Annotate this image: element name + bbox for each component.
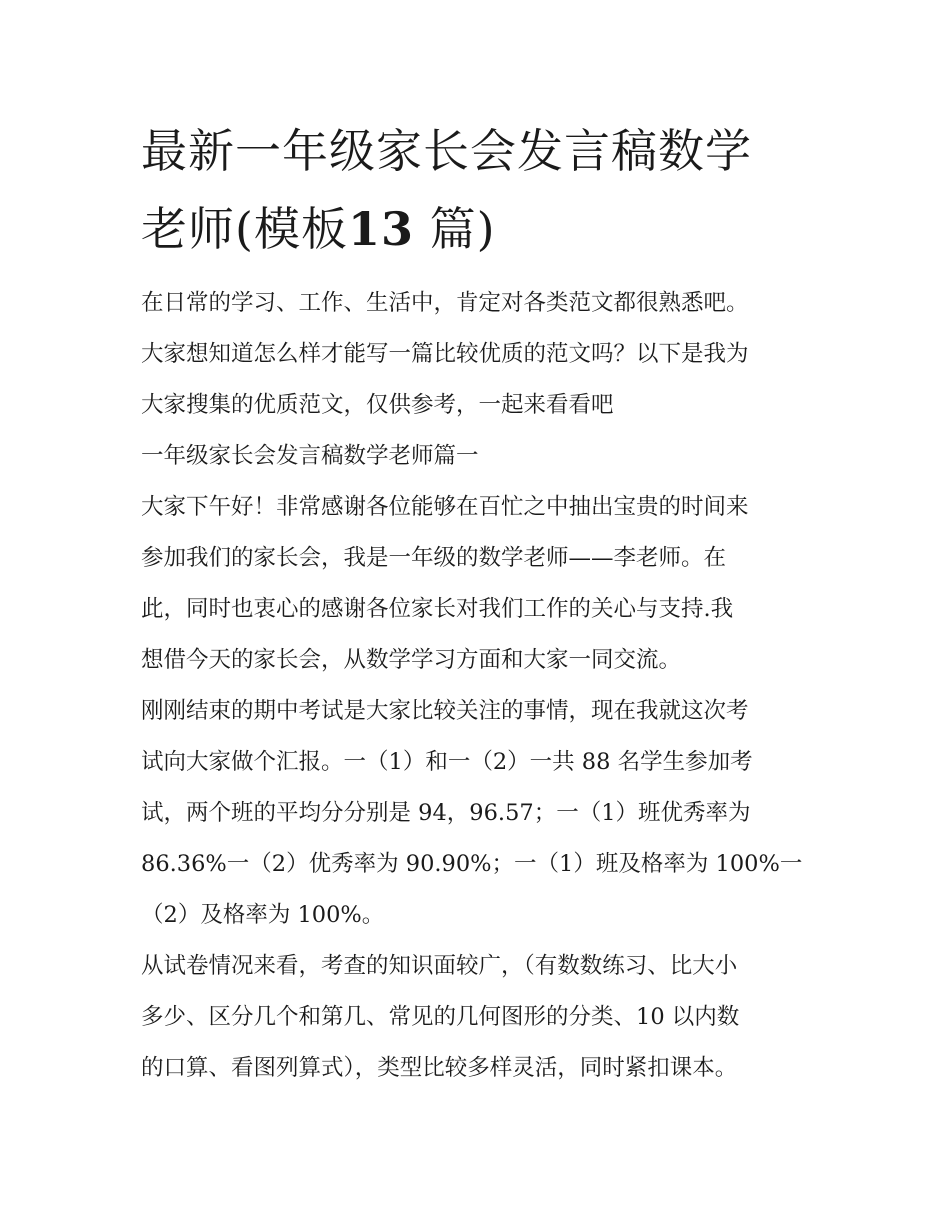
text-line: 大家搜集的优质范文，仅供参考，一起来看看吧: [141, 392, 614, 418]
text-line: 从试卷情况来看，考查的知识面较广，（有数数练习、比大小: [141, 953, 738, 979]
text-line: 此，同时也衷心的感谢各位家长对我们工作的关心与支持.我: [141, 596, 734, 622]
text-line: 大家下午好！非常感谢各位能够在百忙之中抽出宝贵的时间来: [141, 494, 749, 520]
intro-paragraph: [141, 278, 813, 431]
title-line-2-start: 老师(模板: [141, 202, 348, 256]
text-line: 试向大家做个汇报。一（1）和一（2）一共 88 名学生参加考: [141, 749, 753, 775]
exam-results-paragraph: [141, 686, 813, 941]
text-line: 在日常的学习、工作、生活中，肯定对各类范文都很熟悉吧。: [141, 290, 749, 316]
text-line: 想借今天的家长会，从数学学习方面和大家一同交流。: [141, 647, 682, 673]
text-line: 多少、区分几个和第几、常见的几何图形的分类、10 以内数: [141, 1004, 740, 1030]
document-body: [141, 278, 813, 1094]
text-line: 大家想知道怎么样才能写一篇比较优质的范文吗？以下是我为: [141, 341, 749, 367]
text-line: 参加我们的家长会，我是一年级的数学老师——李老师。在: [141, 545, 727, 571]
document-page: [141, 112, 813, 1094]
text-line: （2）及格率为 100%。: [141, 902, 385, 928]
section-heading: [141, 431, 813, 482]
text-line: 试，两个班的平均分分别是 94，96.57；一（1）班优秀率为: [141, 800, 751, 826]
text-line: 一年级家长会发言稿数学老师篇一: [141, 443, 479, 469]
document-title: [141, 112, 813, 268]
text-line: 刚刚结束的期中考试是大家比较关注的事情，现在我就这次考: [141, 698, 749, 724]
text-line: 的口算、看图列算式），类型比较多样灵活，同时紧扣课本。: [141, 1055, 738, 1081]
title-line-2-end: 篇): [429, 202, 496, 256]
greeting-paragraph: [141, 482, 813, 686]
title-line-1: 最新一年级家长会发言稿数学: [141, 124, 752, 178]
exam-analysis-paragraph: [141, 941, 813, 1094]
text-line: 86.36%一（2）优秀率为 90.90%；一（1）班及格率为 100%一: [141, 851, 803, 877]
title-line-2-number: 13: [347, 202, 414, 256]
title-line-2: [141, 190, 813, 268]
